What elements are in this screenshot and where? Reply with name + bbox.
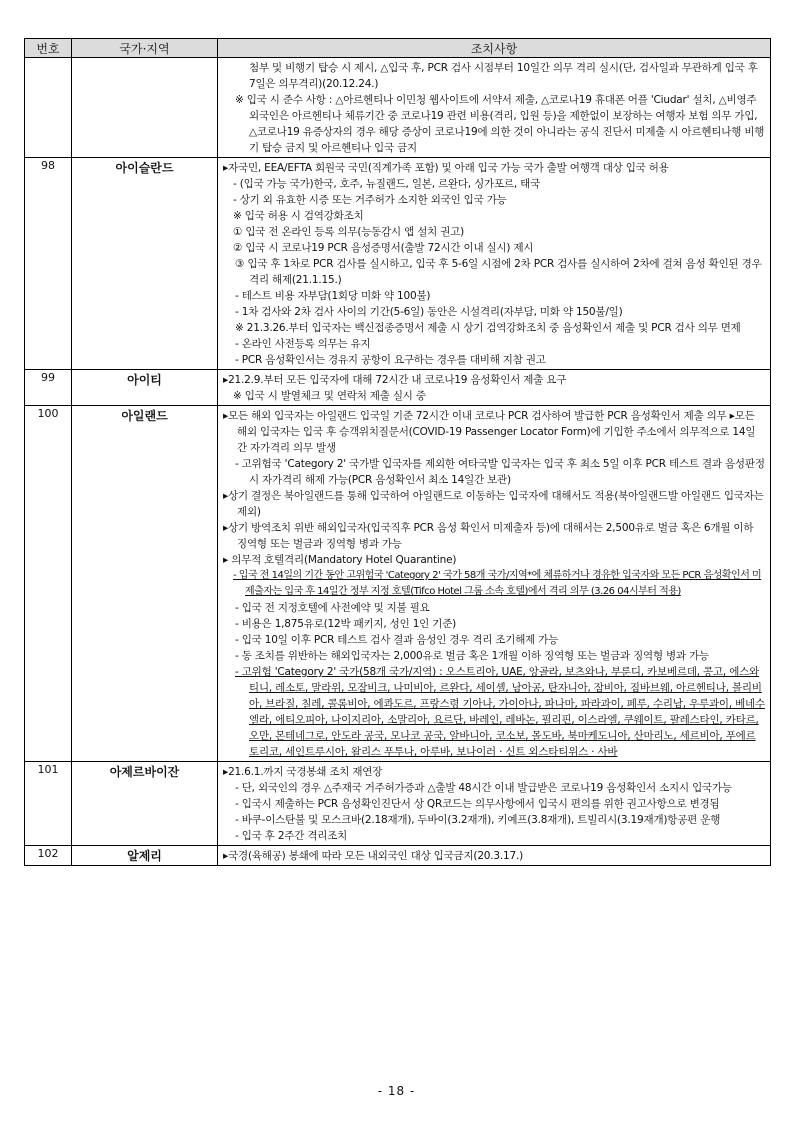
header-country: 국가·지역 xyxy=(72,39,218,58)
row-measures xyxy=(218,58,771,158)
measure-line: - 바쿠-이스탄불 및 모스크바(2.18재개), 두바이(3.2재개), 키예프(3.8재개), 트빌리시(3.19재개)항공편 운행 xyxy=(235,814,721,826)
measure-line: ※ 입국 시 준수 사항 : △아르헨티나 이민청 웹사이트에 서약서 제출, △코로나19 휴대폰 어플 'Ciudar' 설치, △비영주 외국인은 아르헨티나 체류기간 중 코로나19 관련 비용(격리, 입원 등)을 제한없이 보장하는 여행자 보험 의무 가입, △코로나19 유증상자의 경우 해당 증상이 코로나19에 의한 것이 아니라는 공식 진단서 미제출 시 아르헨티나행 비행기 탑승 금지 및 아르헨티나 입국 금지 xyxy=(235,94,765,154)
measure-line: ※ 입국 시 발열체크 및 연락처 제출 실시 중 xyxy=(233,390,426,402)
table-row xyxy=(25,762,771,846)
measure-line: ▸ 의무적 호텔격리(Mandatory Hotel Quarantine) xyxy=(223,554,457,566)
measure-line: - 단, 외국인의 경우 △주재국 거주허가증과 △출발 48시간 이내 발급받은 코로나19 음성확인서 소지시 입국가능 xyxy=(235,782,732,794)
measure-line: ▸자국민, EEA/EFTA 회원국 국민(직계가족 포함) 및 아래 입국 가능 국가 출발 여행객 대상 입국 허용 xyxy=(223,162,669,174)
measure-line: ① 입국 전 온라인 등록 의무(능동감시 앱 설치 권고) xyxy=(233,226,465,238)
row-number xyxy=(25,58,72,158)
table-row xyxy=(25,846,771,866)
row-country: 아이슬란드 xyxy=(72,158,218,370)
measure-line: ▸21.6.1.까지 국경봉쇄 조치 재연장 xyxy=(223,766,383,778)
row-country: 알제리 xyxy=(72,846,218,866)
row-measures xyxy=(218,846,771,866)
measure-line: ▸21.2.9.부터 모든 입국자에 대해 72시간 내 코로나19 음성확인서 제출 요구 xyxy=(223,374,567,386)
measure-line: - 상기 외 유효한 시증 또는 거주허가 소지한 외국인 입국 가능 xyxy=(233,194,507,206)
measure-line: ▸상기 결정은 북아일랜드를 통해 입국하여 아일랜드로 이동하는 입국자에 대해서도 적용(북아일랜드발 아일랜드 입국자는 제외) xyxy=(223,490,764,518)
measure-line: - 입국 전 14일의 기간 동안 고위험국 'Category 2' 국가 58개 국가/지역*에 체류하거나 경유한 입국자와 모든 PCR 음성확인서 미제출자는 입국 후 14일간 정부 지정 호텔(Tifco Hotel 그룹 소속 호텔)에서 격리 의무 (3.26 04시부터 적용) xyxy=(233,570,762,597)
table-row xyxy=(25,58,771,158)
measure-line: - 입국시 제출하는 PCR 음성확인진단서 상 QR코드는 의무사항에서 입국시 편의를 위한 권고사항으로 변경됨 xyxy=(235,798,720,810)
table-body xyxy=(25,58,771,866)
table-header-row xyxy=(25,39,771,58)
measure-line: ※ 21.3.26.부터 입국자는 백신접종증명서 제출 시 상기 검역강화조치 중 음성확인서 제출 및 PCR 검사 의무 면제 xyxy=(235,322,741,334)
measures-table xyxy=(24,38,771,866)
row-number: 99 xyxy=(25,370,72,406)
measure-line: - (입국 가능 국가)한국, 호주, 뉴질랜드, 일본, 르완다, 싱가포르, 태국 xyxy=(233,178,541,190)
measure-line: ▸상기 방역조치 위반 해외입국자(입국직후 PCR 음성 확인서 미제출자 등)에 대해서는 2,500유로 벌금 혹은 6개월 이하 징역형 또는 벌금과 징역형 병과 가능 xyxy=(223,522,754,550)
row-measures xyxy=(218,762,771,846)
row-country: 아일랜드 xyxy=(72,406,218,762)
table-row xyxy=(25,370,771,406)
measure-line: - 1차 검사와 2차 검사 사이의 기간(5-6일) 동안은 시설격리(자부담, 미화 약 150불/일) xyxy=(235,306,623,318)
row-measures xyxy=(218,406,771,762)
row-number: 98 xyxy=(25,158,72,370)
row-number: 100 xyxy=(25,406,72,762)
row-country: 아제르바이잔 xyxy=(72,762,218,846)
header-measures: 조치사항 xyxy=(218,39,771,58)
measure-line: - 동 조치를 위반하는 해외입국자는 2,000유로 벌금 혹은 1개월 이하 징역형 또는 벌금과 징역형 병과 가능 xyxy=(235,650,709,662)
header-number: 번호 xyxy=(25,39,72,58)
row-measures xyxy=(218,158,771,370)
row-number: 101 xyxy=(25,762,72,846)
measure-line: - 테스트 비용 자부담(1회당 미화 약 100불) xyxy=(235,290,431,302)
measure-line: - 입국 전 지정호텔에 사전예약 및 지불 필요 xyxy=(235,602,430,614)
measure-line: ▸국경(육해공) 봉쇄에 따라 모든 내외국인 대상 입국금지(20.3.17.) xyxy=(223,850,524,862)
table-row xyxy=(25,406,771,762)
measure-line: - 입국 후 2주간 격리조치 xyxy=(235,830,348,842)
row-number: 102 xyxy=(25,846,72,866)
row-measures xyxy=(218,370,771,406)
measure-line: - 고위험국 'Category 2' 국가발 입국자를 제외한 여타국발 입국자는 입국 후 최소 5일 이후 PCR 테스트 결과 음성판정시 자가격리 해제 가능(PCR 음성확인서 최소 14일간 보관) xyxy=(235,458,765,486)
measure-line: - 고위험 'Category 2' 국가(58개 국가/지역) : 오스트리아, UAE, 앙골라, 보츠와나, 부룬디, 카보베르데, 콩고, 에스와티니, 레소토, 말라위, 모잠비크, 나미비아, 르완다, 세이셸, 남아공, 탄자니아, 잠비아, 짐바브웨, 아르헨티나, 볼리비아, 브라질, 칠레, 콜롬비아, 에콰도르, 프랑스령 기아나, 가이아나, 파나마, 파라과이, 페루, 수리남, 우루과이, 베네수엘라, 에티오피아, 나이지리아, 소말리아, 요르단, 바레인, 레바논, 필리핀, 이스라엘, 쿠웨이트, 팔레스타인, 카타르, 오만, 몬테네그로, 안도라 공국, 모나코 공국, 알바니아, 코소보, 몰도바, 북마케도니아, 산마리노, 세르비아, 푸에르토리코, 세인트루시아, 왈리스 푸투나, 아루바, 보나이러 · 신트 외스타티위스 · 사바 xyxy=(235,666,765,758)
measure-line: 첨부 및 비행기 탑승 시 제시, △입국 후, PCR 검사 시점부터 10일간 의무 격리 실시(단, 검사일과 무관하게 입국 후 7일은 의무격리)(20.12.24.) xyxy=(249,62,758,90)
measure-line: ▸모든 해외 입국자는 아일랜드 입국일 기준 72시간 이내 코로나 PCR 검사하여 발급한 PCR 음성확인서 제출 의무 ▸모든 해외 입국자는 입국 후 승객위치질문서(COVID-19 Passenger Locator Form)에 기입한 주소에서 의무적으로 14일간 자가격리 의무 발생 xyxy=(223,410,756,454)
row-country: 아이티 xyxy=(72,370,218,406)
table-row xyxy=(25,158,771,370)
page-number: - 18 - xyxy=(377,1084,416,1098)
measure-line: - 온라인 사전등록 의무는 유지 xyxy=(235,338,371,350)
measure-line: ③ 입국 후 1차로 PCR 검사를 실시하고, 입국 후 5-6일 시점에 2차 PCR 검사를 실시하여 2차에 걸쳐 음성 확인된 경우 격리 해제(21.1.15.) xyxy=(235,258,762,286)
measure-line: - PCR 음성확인서는 경유지 공항이 요구하는 경우를 대비해 지참 권고 xyxy=(235,354,546,366)
measure-line: ※ 입국 허용 시 검역강화조치 xyxy=(233,210,364,222)
measure-line: - 입국 10일 이후 PCR 테스트 검사 결과 음성인 경우 격리 조기해제 가능 xyxy=(235,634,559,646)
row-country xyxy=(72,58,218,158)
measure-line: ② 입국 시 코로나19 PCR 음성증명서(출발 72시간 이내 실시) 제시 xyxy=(233,242,534,254)
measure-line: - 비용은 1,875유로(12박 패키지, 성인 1인 기준) xyxy=(235,618,457,630)
